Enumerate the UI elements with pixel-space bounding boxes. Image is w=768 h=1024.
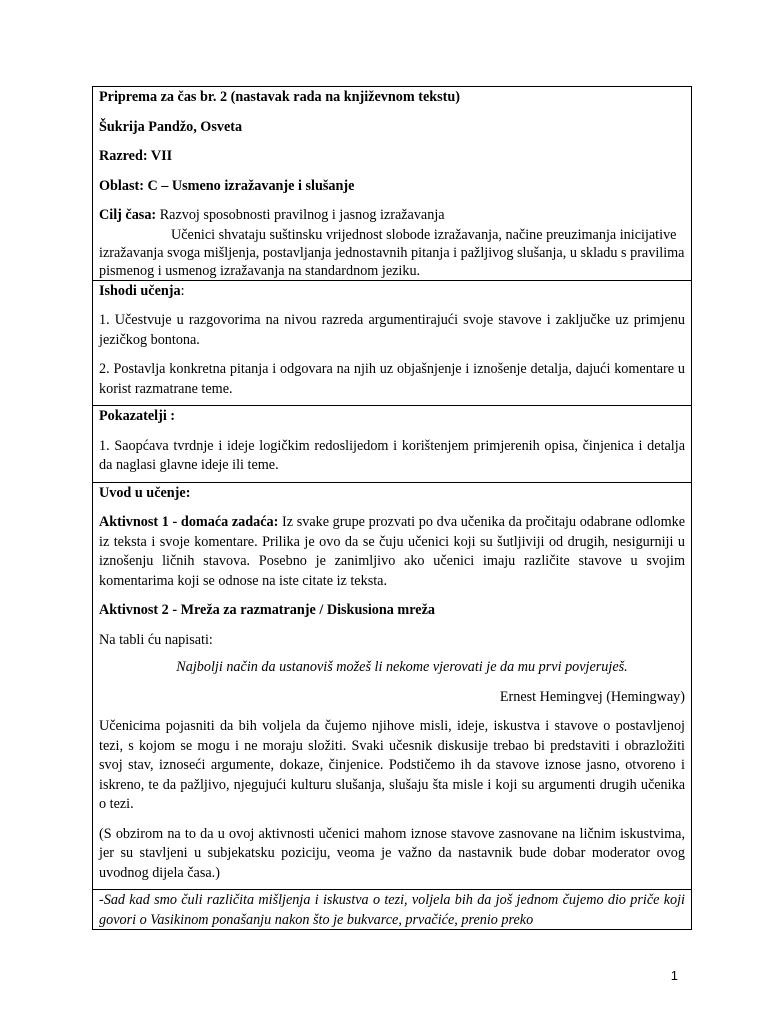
outcomes-label: Ishodi učenja <box>99 282 181 299</box>
continuation-text: -Sad kad smo čuli različita mišljenja i iskustva o tezi, voljela bih da još jednom čujemo dio priče koji govori o Vasikinom ponašanju nakon što je bukvarce, prvačiće, prenio preko <box>99 892 685 928</box>
intro-heading: Uvod u učenje: <box>99 484 191 501</box>
activity-1-text: Iz svake grupe prozvati po dva učenika da pročitaju odabrane odlomke iz teksta i svoje komentare. Prilika je ovo da se čuju učenici koji su šutljiviji od drugih, nesigurniji u iznošenju ličnih stavova. Posebno je zanimljivo ako učenici imaju različite stavove u svojim komentarima koji se odnose na iste citate iz teksta. <box>99 514 685 589</box>
quote-author: Ernest Hemingvej (Hemingway) <box>499 688 685 705</box>
outcome-item: 2. Postavlja konkretna pitanja i odgovara na njih uz objašnjenje i iznošenje detalja, dajući komentare u korist razmatrane teme. <box>99 361 685 397</box>
continuation-row <box>93 890 692 930</box>
indicators-heading: Pokazatelji : <box>99 408 176 424</box>
moderator-note: (S obzirom na to da u ovoj aktivnosti učenici mahom iznose stavove zasnovane na ličnim iskustvima, jer su stavljeni u subjekatsku poziciju, veoma je važno da nastavnik bude dobar moderator ovog uvodnog dijela časa.) <box>99 825 685 881</box>
outcomes-cell <box>93 280 692 406</box>
lesson-goal-description <box>99 226 685 280</box>
lesson-goal-label: Cilj časa: <box>99 207 157 223</box>
lesson-plan-table <box>92 86 692 930</box>
page-number: 1 <box>670 968 678 983</box>
outcome-item: 1. Učestvuje u razgovorima na nivou razreda argumentirajući svoje stavove i zaključke uz primjenu jezičkog bontona. <box>99 312 685 348</box>
activity-1-label: Aktivnost 1 - domaća zadaća: <box>99 514 279 530</box>
activity-1 <box>99 513 685 591</box>
outcomes-row <box>93 280 692 406</box>
plan-title: Priprema za čas br. 2 (nastavak rada na književnom tekstu) <box>99 89 460 105</box>
intro-cell <box>93 482 692 890</box>
lesson-goal <box>99 206 685 226</box>
continuation-cell <box>93 890 692 930</box>
indicators-cell <box>93 406 692 483</box>
indicators-row <box>93 406 692 483</box>
outcomes-heading <box>99 282 685 302</box>
intro-row <box>93 482 692 890</box>
document-page <box>92 86 692 930</box>
area: Oblast: C – Usmeno izražavanje i slušanje <box>99 177 355 194</box>
header-cell <box>93 87 692 281</box>
board-note: Na tabli ću napisati: <box>99 631 213 648</box>
outcomes-colon: : <box>180 282 185 299</box>
activity-2-heading: Aktivnost 2 - Mreža za razmatranje / Diskusiona mreža <box>99 602 435 618</box>
header-row <box>93 87 692 281</box>
lesson-goal-description-text: Učenici shvataju suštinsku vrijednost slobode izražavanja, načine preuzimanja inicijative izražavanja svoga mišljenja, postavljanja jednostavnih pitanja i pažljivog slušanja, u skladu s pravilima pismenog i usmenog izražavanja na standardnom jeziku. <box>99 226 685 279</box>
grade: Razred: VII <box>99 148 173 164</box>
instruction-paragraph: Učenicima pojasniti da bih voljela da čujemo njihove misli, ideje, iskustva i stavove o postavljenoj tezi, s kojom se mogu i ne moraju složiti. Svaki učesnik diskusije trebao bi predstaviti i obrazložiti svoj stav, iznoseći argumente, dokaze, činjenice. Podstičemo ih da stavove iznose jasno, otvoreno i iskreno, te da pažljivo, njegujući kulturu slušanja, slušaju šta misle i koji su argumenti drugih učenika o tezi. <box>99 718 685 812</box>
indicator-item: 1. Saopćava tvrdnje i ideje logičkim redoslijedom i korištenjem primjerenih opisa, činjenica i detalja da naglasi glavne ideje ili teme. <box>99 437 685 473</box>
continuation-clip <box>99 891 685 929</box>
quote-text: Najbolji način da ustanoviš možeš li nekome vjerovati je da mu prvi povjeruješ. <box>176 659 628 675</box>
work-title: Šukrija Pandžo, Osveta <box>99 118 243 135</box>
lesson-goal-text: Razvoj sposobnosti pravilnog i jasnog izražavanja <box>156 207 445 223</box>
